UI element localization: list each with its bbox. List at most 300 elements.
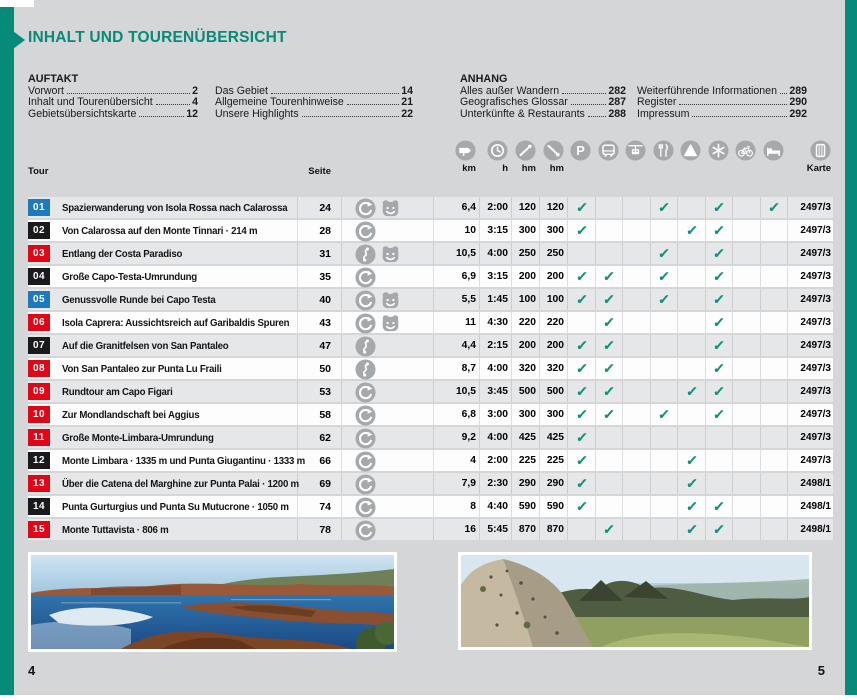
duration-value: 4:40 (479, 496, 511, 517)
tour-row (28, 312, 833, 333)
feature-column-header (650, 140, 678, 177)
checkmark-icon: ✓ (657, 245, 671, 261)
feature-cell-cable-car (622, 519, 650, 540)
tour-row (28, 404, 833, 425)
tour-table-body (28, 197, 833, 542)
feature-column-header (705, 140, 733, 177)
tour-title: Monte Tuttavista · 806 m (62, 523, 169, 536)
tour-title: Entlang der Costa Paradiso (62, 247, 183, 260)
loop-route-icon (355, 267, 375, 287)
feature-cell-bed (760, 427, 788, 448)
s-route-icon (355, 336, 375, 356)
checkmark-icon: ✓ (602, 360, 616, 376)
feature-cell-snowflake (705, 427, 733, 448)
duration-value: 4:30 (479, 312, 511, 333)
feature-cell-bicycle (732, 427, 760, 448)
karte-label: Karte (806, 163, 831, 174)
tour-page: 24 (297, 197, 341, 218)
checkmark-icon: ✓ (767, 199, 781, 215)
checkmark-icon: ✓ (712, 291, 726, 307)
tour-number-cell (28, 312, 52, 333)
feature-cell-bed (760, 335, 788, 356)
toc-leader-dots (271, 93, 399, 94)
duration-value: 2:30 (479, 473, 511, 494)
descent-icon (543, 140, 564, 161)
tour-number-badge: 14 (28, 498, 50, 515)
checkmark-icon: ✓ (657, 268, 671, 284)
descent-value: 320 (539, 358, 567, 379)
tour-row (28, 519, 833, 540)
feature-cell-bicycle (732, 335, 760, 356)
tour-row (28, 197, 833, 218)
teddy-bear-icon (380, 313, 400, 333)
feature-cell-parking (567, 220, 595, 241)
feature-cell-bed (760, 381, 788, 402)
tour-row (28, 266, 833, 287)
coastal-red-rocks-photo (28, 552, 397, 652)
route-type-cell (341, 289, 433, 310)
left-accent-bar (0, 7, 14, 695)
feature-cell-mountain (677, 404, 705, 425)
toc-leader-dots (67, 93, 190, 94)
feature-cell-parking (567, 243, 595, 264)
feature-cell-parking (567, 312, 595, 333)
tour-number-badge: 11 (28, 429, 50, 446)
page-title: INHALT UND TOURENÜBERSICHT (28, 29, 287, 46)
loop-route-icon (355, 405, 375, 425)
descent-value: 870 (539, 519, 567, 540)
duration-value: 4:00 (479, 358, 511, 379)
measure-column-header (479, 140, 511, 177)
feature-cell-cable-car (622, 450, 650, 471)
feature-cell-cable-car (622, 243, 650, 264)
checkmark-icon: ✓ (574, 337, 588, 353)
feature-cell-mountain (677, 358, 705, 379)
ascent-value: 300 (511, 220, 539, 241)
ascent-value: 300 (511, 404, 539, 425)
feature-cell-cable-car (622, 335, 650, 356)
toc-leader-dots (156, 104, 190, 105)
parking-icon (570, 140, 591, 161)
title-arrow-icon (13, 31, 25, 49)
route-type-cell (341, 427, 433, 448)
toc-entry-page: 289 (789, 85, 807, 97)
tour-page: 31 (297, 243, 341, 264)
tour-title-cell (52, 335, 297, 356)
tour-title: Von San Pantaleo zur Punta Lu Fraili (62, 362, 222, 375)
tour-title: Rundtour am Capo Figari (62, 385, 173, 398)
toc-leader-dots (692, 116, 787, 117)
tour-page: 58 (297, 404, 341, 425)
toc-entry-label: Register (637, 96, 677, 109)
toc-entry (28, 109, 198, 120)
toc-heading: ANHANG (460, 73, 508, 85)
tour-page: 35 (297, 266, 341, 287)
tour-title: Große Monte-Limbara-Umrundung (62, 431, 214, 444)
tour-title-cell (52, 473, 297, 494)
toc-entry-label: Allgemeine Tourenhinweise (215, 96, 344, 109)
route-type-cell (341, 381, 433, 402)
page-edge (0, 0, 34, 7)
feature-cell-snowflake (705, 404, 733, 425)
tour-number-cell (28, 266, 52, 287)
signpost-icon (455, 140, 476, 161)
right-accent-bar (845, 0, 857, 695)
feature-cell-snowflake (705, 358, 733, 379)
ascent-value: 250 (511, 243, 539, 264)
toc-entry-page: 12 (186, 107, 198, 120)
tour-title-cell (52, 427, 297, 448)
feature-cell-bed (760, 289, 788, 310)
feature-cell-bus (595, 496, 623, 517)
checkmark-icon: ✓ (712, 314, 726, 330)
route-type-cell (341, 496, 433, 517)
tour-number-badge: 04 (28, 268, 50, 285)
descent-value: 225 (539, 450, 567, 471)
feature-cell-snowflake (705, 450, 733, 471)
toc-entry-page: 288 (608, 107, 626, 120)
duration-value: 2:00 (479, 450, 511, 471)
checkmark-icon: ✓ (712, 245, 726, 261)
feature-cell-restaurant (650, 496, 678, 517)
feature-cell-snowflake (705, 335, 733, 356)
measure-column-label: km (462, 163, 476, 174)
feature-cell-bicycle (732, 381, 760, 402)
loop-route-icon (355, 290, 375, 310)
restaurant-icon (653, 140, 674, 161)
tour-row (28, 381, 833, 402)
tour-number-badge: 08 (28, 360, 50, 377)
feature-cell-parking (567, 519, 595, 540)
toc-leader-dots (679, 104, 787, 105)
feature-cell-cable-car (622, 381, 650, 402)
feature-cell-restaurant (650, 450, 678, 471)
feature-cell-bed (760, 266, 788, 287)
checkmark-icon: ✓ (574, 452, 588, 468)
feature-cell-bed (760, 450, 788, 471)
route-type-cell (341, 197, 433, 218)
ascent-value: 200 (511, 335, 539, 356)
feature-cell-cable-car (622, 197, 650, 218)
feature-cell-cable-car (622, 312, 650, 333)
loop-route-icon (355, 221, 375, 241)
ascent-value: 870 (511, 519, 539, 540)
toc-heading: AUFTAKT (28, 73, 79, 85)
map-number: 2497/3 (787, 450, 833, 471)
ascent-value: 425 (511, 427, 539, 448)
feature-cell-bicycle (732, 496, 760, 517)
route-type-cell (341, 312, 433, 333)
feature-column-header (567, 140, 595, 177)
feature-column-header (677, 140, 705, 177)
descent-value: 590 (539, 496, 567, 517)
checkmark-icon: ✓ (602, 291, 616, 307)
tour-title-cell (52, 404, 297, 425)
distance-value: 8,7 (433, 358, 479, 379)
checkmark-icon: ✓ (574, 268, 588, 284)
tour-title: Genussvolle Runde bei Capo Testa (62, 293, 216, 306)
page-edge-bottom (0, 695, 857, 700)
feature-cell-bed (760, 496, 788, 517)
measure-column-label: h (502, 163, 508, 174)
checkmark-icon: ✓ (712, 268, 726, 284)
toc-entry (460, 109, 626, 120)
feature-column-header (732, 140, 760, 177)
map-number: 2497/3 (787, 312, 833, 333)
feature-cell-snowflake (705, 243, 733, 264)
toc-entry-page: 4 (192, 96, 198, 109)
clock-icon (487, 140, 508, 161)
ascent-value: 320 (511, 358, 539, 379)
tour-number-badge: 12 (28, 452, 50, 469)
s-route-icon (355, 244, 375, 264)
feature-cell-snowflake (705, 197, 733, 218)
feature-cell-parking (567, 404, 595, 425)
feature-cell-bicycle (732, 289, 760, 310)
feature-cell-bed (760, 473, 788, 494)
svg-text:P: P (576, 143, 586, 159)
distance-value: 7,9 (433, 473, 479, 494)
toc-entry-label: Das Gebiet (215, 85, 268, 97)
tour-title: Isola Caprera: Aussichtsreich auf Garibaldis Spuren (62, 316, 290, 329)
feature-cell-snowflake (705, 220, 733, 241)
measure-column-label: hm (549, 163, 564, 174)
tour-row (28, 220, 833, 241)
feature-cell-snowflake (705, 266, 733, 287)
checkmark-icon: ✓ (574, 222, 588, 238)
toc-entry-label: Weiterführende Informationen (637, 85, 777, 97)
map-number: 2497/3 (787, 335, 833, 356)
toc-column-auftakt-2 (215, 73, 413, 120)
ascent-value: 590 (511, 496, 539, 517)
feature-cell-bus (595, 335, 623, 356)
tour-page: 40 (297, 289, 341, 310)
feature-cell-bed (760, 519, 788, 540)
toc-leader-dots (347, 104, 399, 105)
checkmark-icon: ✓ (602, 314, 616, 330)
feature-cell-bus (595, 358, 623, 379)
map-number: 2497/3 (787, 427, 833, 448)
map-number: 2497/3 (787, 404, 833, 425)
checkmark-icon: ✓ (712, 521, 726, 537)
checkmark-icon: ✓ (712, 337, 726, 353)
route-type-cell (341, 404, 433, 425)
tour-title-cell (52, 519, 297, 540)
tour-column-header (28, 140, 52, 177)
feature-cell-restaurant (650, 427, 678, 448)
loop-route-icon (355, 313, 375, 333)
feature-cell-bus (595, 519, 623, 540)
route-type-cell (341, 358, 433, 379)
feature-cell-bicycle (732, 450, 760, 471)
checkmark-icon: ✓ (574, 360, 588, 376)
tour-table-header (28, 140, 833, 177)
map-number: 2498/1 (787, 496, 833, 517)
bus-icon (598, 140, 619, 161)
route-type-cell (341, 450, 433, 471)
feature-cell-parking (567, 335, 595, 356)
tour-number-badge: 02 (28, 222, 50, 239)
checkmark-icon: ✓ (657, 199, 671, 215)
toc-entry-page: 22 (401, 107, 413, 120)
checkmark-icon: ✓ (574, 498, 588, 514)
duration-value: 1:45 (479, 289, 511, 310)
checkmark-icon: ✓ (684, 521, 698, 537)
feature-cell-restaurant (650, 473, 678, 494)
feature-cell-parking (567, 358, 595, 379)
loop-route-icon (355, 451, 375, 471)
toc-entry-label: Impressum (637, 107, 690, 120)
mountain-icon (680, 140, 701, 161)
descent-value: 300 (539, 220, 567, 241)
table-of-contents (28, 73, 833, 129)
tour-page: 74 (297, 496, 341, 517)
checkmark-icon: ✓ (684, 475, 698, 491)
checkmark-icon: ✓ (602, 268, 616, 284)
distance-value: 9,2 (433, 427, 479, 448)
tour-number-badge: 07 (28, 337, 50, 354)
toc-leader-dots (780, 93, 787, 94)
teddy-bear-icon (380, 290, 400, 310)
tour-number-cell (28, 335, 52, 356)
feature-cell-bus (595, 289, 623, 310)
toc-entry-label: Inhalt und Tourenübersicht (28, 96, 153, 109)
distance-value: 11 (433, 312, 479, 333)
feature-cell-bus (595, 266, 623, 287)
tour-title: Über die Catena del Marghine zur Punta Palai · 1200 m (62, 477, 299, 490)
distance-value: 4 (433, 450, 479, 471)
toc-column-anhang-2 (637, 73, 807, 120)
tour-row (28, 450, 833, 471)
tour-row (28, 473, 833, 494)
feature-cell-parking (567, 197, 595, 218)
duration-value: 3:00 (479, 404, 511, 425)
feature-column-header (760, 140, 788, 177)
descent-value: 300 (539, 404, 567, 425)
loop-route-icon (355, 497, 375, 517)
tour-title-cell (52, 289, 297, 310)
feature-cell-bus (595, 381, 623, 402)
distance-value: 4,4 (433, 335, 479, 356)
measure-column-header (539, 140, 567, 177)
feature-cell-restaurant (650, 335, 678, 356)
tour-title-cell (52, 496, 297, 517)
map-number: 2497/3 (787, 358, 833, 379)
tour-title: Punta Gurturgius und Punta Su Mutucrone · 1050 m (62, 500, 289, 513)
loop-route-icon (355, 198, 375, 218)
feature-column-header (595, 140, 623, 177)
tour-row (28, 427, 833, 448)
feature-cell-mountain (677, 312, 705, 333)
checkmark-icon: ✓ (684, 222, 698, 238)
page-number-right: 5 (817, 663, 825, 678)
feature-cell-cable-car (622, 289, 650, 310)
toc-entry-page: 290 (789, 96, 807, 109)
distance-value: 10,5 (433, 243, 479, 264)
tour-page: 53 (297, 381, 341, 402)
checkmark-icon: ✓ (574, 291, 588, 307)
feature-cell-restaurant (650, 404, 678, 425)
checkmark-icon: ✓ (574, 199, 588, 215)
feature-cell-bicycle (732, 266, 760, 287)
toc-entry-page: 292 (789, 107, 807, 120)
feature-cell-mountain (677, 289, 705, 310)
measure-column-label: hm (521, 163, 536, 174)
tour-number-cell (28, 197, 52, 218)
tour-number-badge: 15 (28, 521, 50, 538)
toc-column-auftakt (28, 73, 198, 120)
tour-number-cell (28, 496, 52, 517)
tour-title-cell (52, 358, 297, 379)
tour-title-cell (52, 243, 297, 264)
checkmark-icon: ✓ (684, 383, 698, 399)
duration-value: 2:15 (479, 335, 511, 356)
tour-page: 69 (297, 473, 341, 494)
tour-row (28, 289, 833, 310)
tour-title-cell (52, 197, 297, 218)
distance-value: 6,4 (433, 197, 479, 218)
feature-cell-bicycle (732, 312, 760, 333)
descent-value: 290 (539, 473, 567, 494)
feature-cell-bicycle (732, 519, 760, 540)
toc-leader-dots (139, 116, 184, 117)
teddy-bear-icon (380, 244, 400, 264)
tour-title: Von Calarossa auf den Monte Tinnari · 214 m (62, 224, 258, 237)
duration-value: 5:45 (479, 519, 511, 540)
checkmark-icon: ✓ (574, 429, 588, 445)
tour-number-cell (28, 381, 52, 402)
feature-cell-bed (760, 358, 788, 379)
checkmark-icon: ✓ (602, 521, 616, 537)
tour-number-badge: 09 (28, 383, 50, 400)
ascent-value: 100 (511, 289, 539, 310)
feature-cell-mountain (677, 335, 705, 356)
feature-cell-bicycle (732, 197, 760, 218)
map-number: 2497/3 (787, 266, 833, 287)
checkmark-icon: ✓ (602, 406, 616, 422)
seite-label: Seite (308, 166, 331, 177)
duration-value: 3:15 (479, 266, 511, 287)
tour-number-cell (28, 519, 52, 540)
feature-cell-mountain (677, 519, 705, 540)
toc-entry-page: 2 (192, 85, 198, 97)
tour-number-badge: 06 (28, 314, 50, 331)
map-number: 2498/1 (787, 473, 833, 494)
karte-column-header (787, 140, 833, 177)
tour-number-cell (28, 289, 52, 310)
feature-cell-parking (567, 266, 595, 287)
tour-title-cell (52, 312, 297, 333)
checkmark-icon: ✓ (602, 337, 616, 353)
duration-value: 2:00 (479, 197, 511, 218)
descent-value: 120 (539, 197, 567, 218)
feature-cell-parking (567, 496, 595, 517)
toc-column-anhang (460, 73, 626, 120)
feature-cell-bed (760, 312, 788, 333)
tour-number-badge: 05 (28, 291, 50, 308)
feature-cell-restaurant (650, 312, 678, 333)
duration-value: 4:00 (479, 243, 511, 264)
feature-cell-parking (567, 381, 595, 402)
ascent-icon (515, 140, 536, 161)
feature-cell-bus (595, 197, 623, 218)
feature-cell-mountain (677, 381, 705, 402)
feature-cell-parking (567, 289, 595, 310)
toc-entry-label: Vorwort (28, 85, 64, 97)
checkmark-icon: ✓ (712, 199, 726, 215)
feature-cell-bus (595, 312, 623, 333)
seite-column-header (297, 140, 341, 177)
